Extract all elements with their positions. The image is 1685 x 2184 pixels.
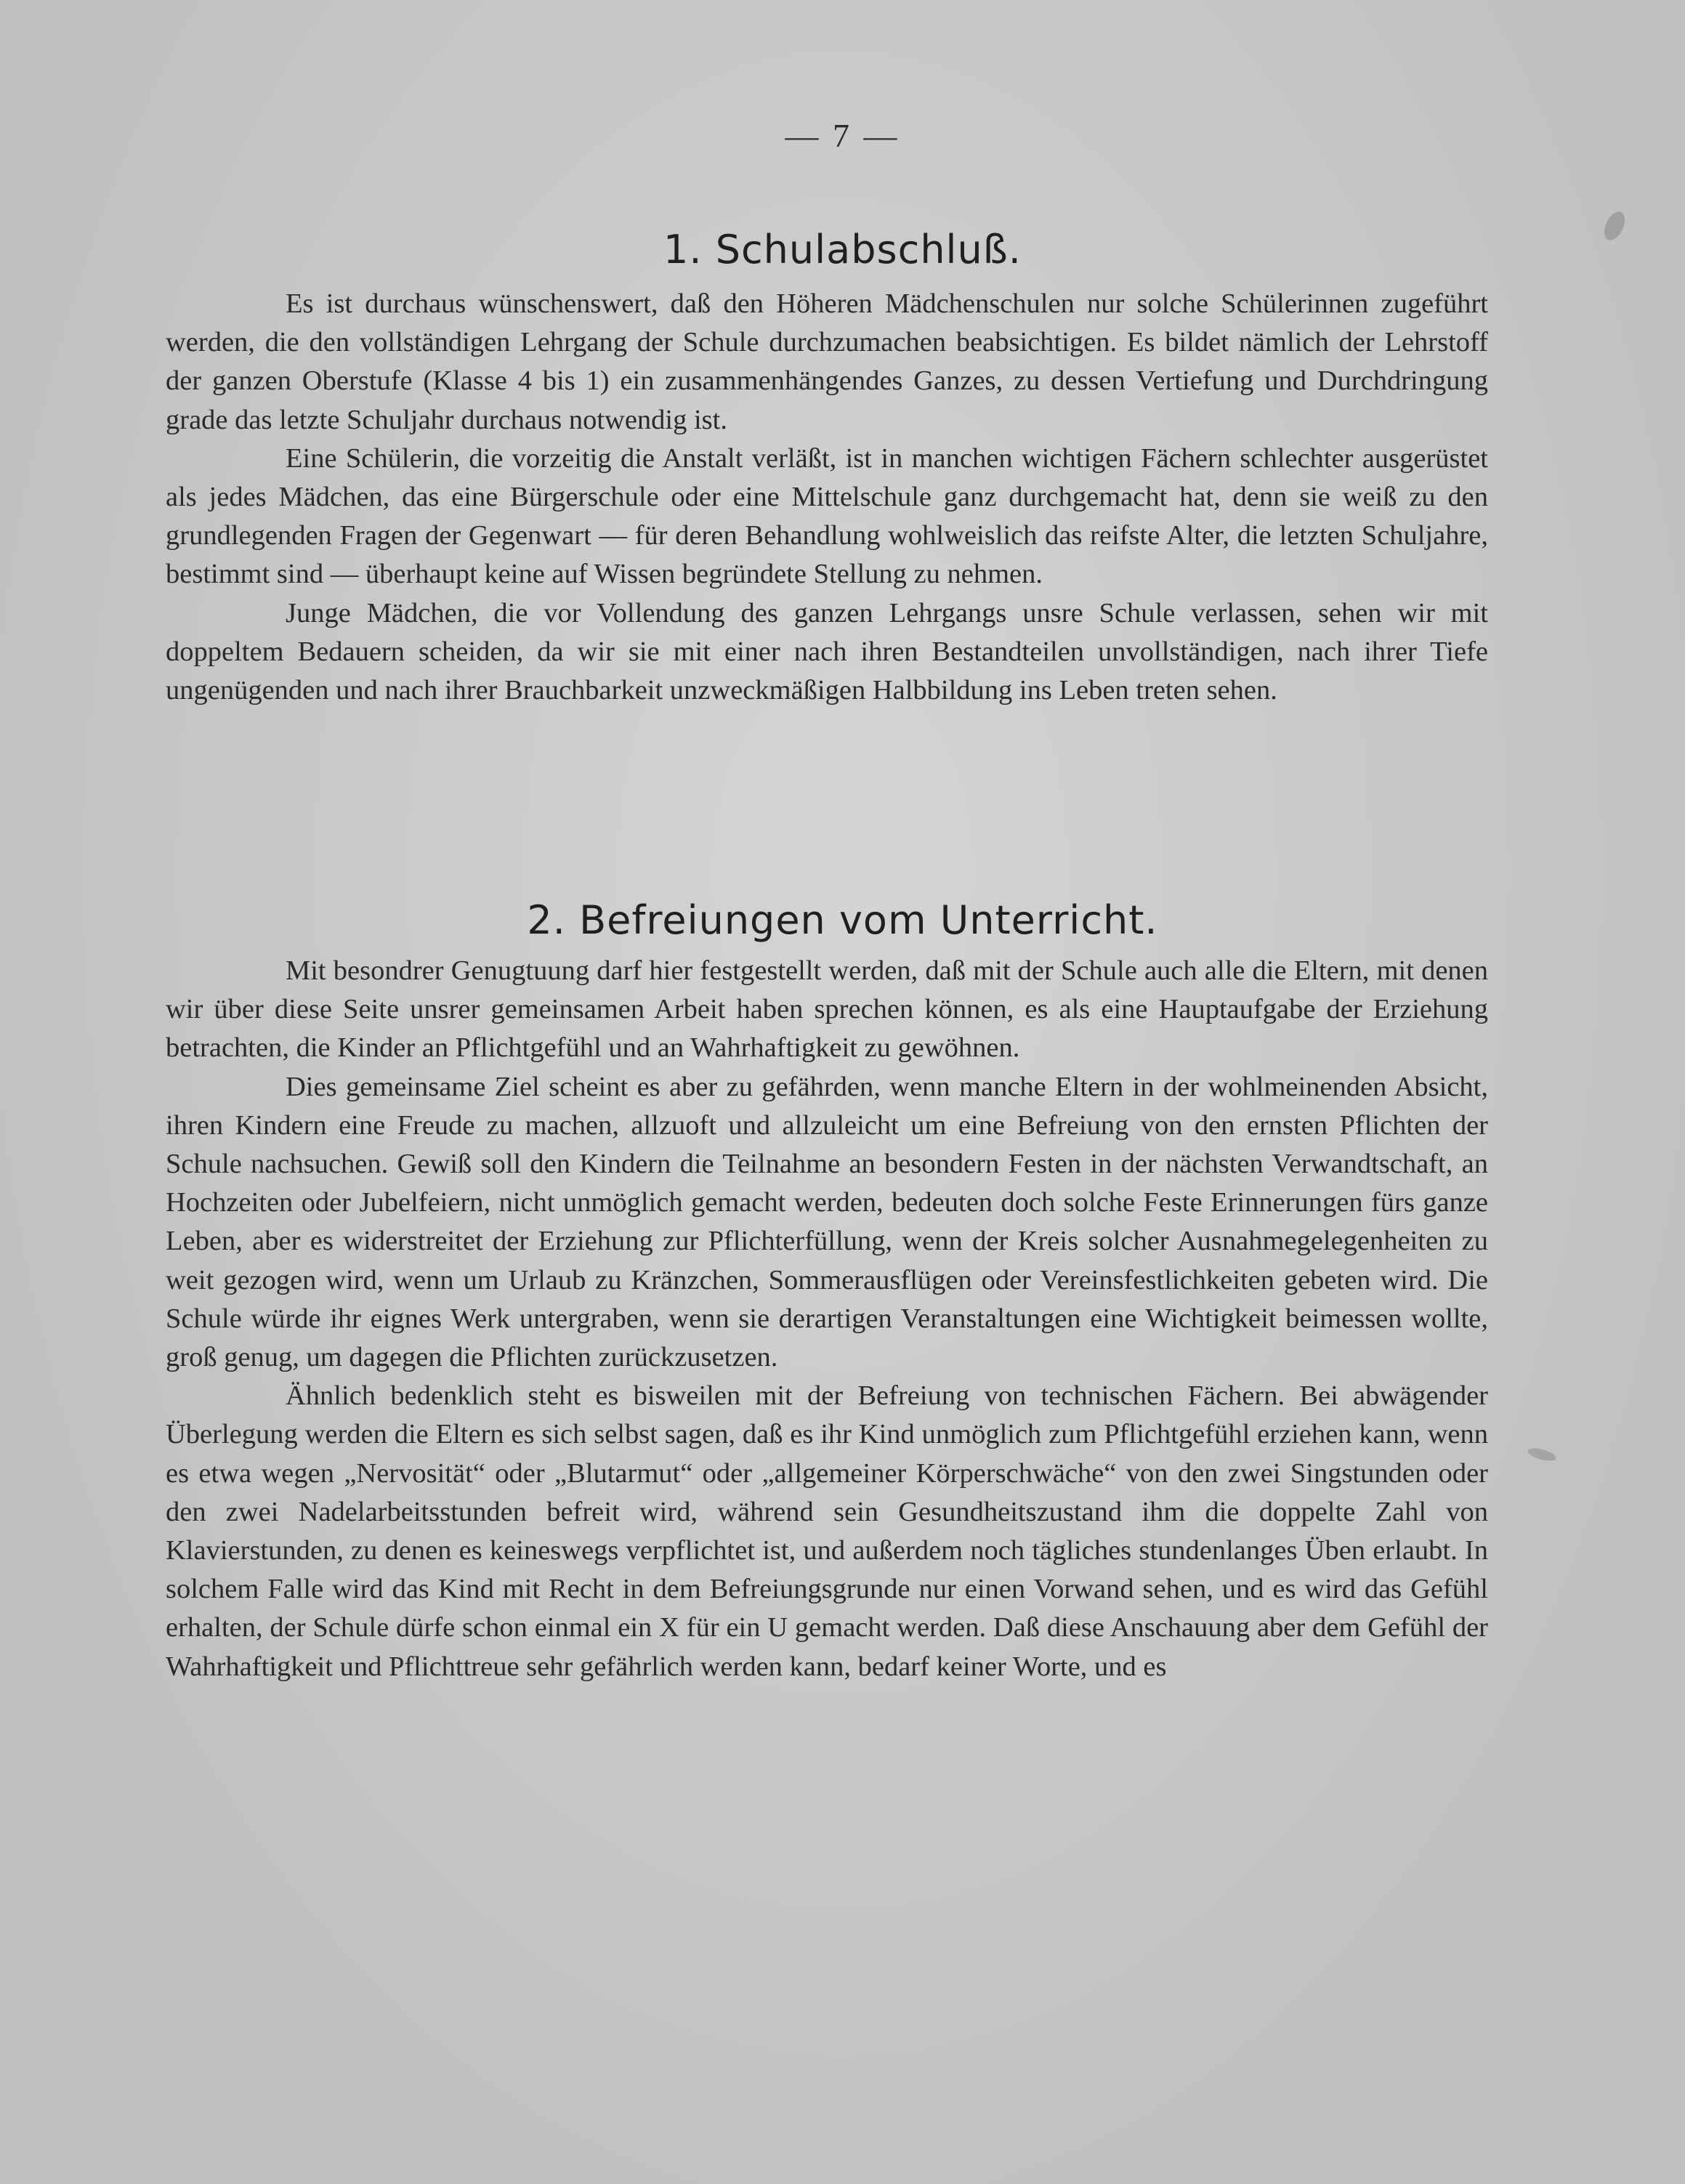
paragraph: Dies gemeinsame Ziel scheint es aber zu gefährden, wenn manche Eltern in der wohlmeinenden Absicht, ihren Kindern eine Freude zu machen, allzuoft und allzuleicht um eine Befreiung von den ernsten Pflichten der Schule nachsuchen. Gewiß soll den Kindern die Teilnahme an besondern Festen in der nächsten Verwandtschaft, an Hochzeiten oder Jubelfeiern, nicht unmöglich gemacht werden, bedeuten doch solche Feste Erinnerungen fürs ganze Leben, aber es widerstreitet der Erziehung zur Pflichterfüllung, wenn der Kreis solcher Ausnahmegelegenheiten zu weit gezogen wird, wenn um Urlaub zu Kränzchen, Sommerausflügen oder Vereinsfestlichkeiten gebeten wird. Die Schule würde ihr eignes Werk untergraben, wenn sie derartigen Veranstaltungen eine Wichtigkeit beimessen wollte, groß genug, um dagegen die Pflichten zurückzusetzen. — [166, 1071, 1488, 1373]
paragraph: Mit besondrer Genugtuung darf hier festgestellt werden, daß mit der Schule auch alle die Eltern, mit denen wir über diese Seite unsrer gemeinsamen Arbeit haben sprechen können, es als eine Hauptaufgabe der Erziehung betrachten, die Kinder an Pflichtgefühl und an Wahrhaftigkeit zu gewöhnen. — [166, 955, 1488, 1064]
paragraph: Ähnlich bedenklich steht es bisweilen mit der Befreiung von technischen Fächern. Bei abwägender Überlegung werden die Eltern es sich selbst sagen, daß es ihr Kind unmöglich zum Pflichtgefühl erziehen kann, wenn es etwa wegen „Nervosität“ oder „Blutarmut“ oder „allgemeiner Körperschwäche“ von den zwei Singstunden oder den zwei Nadelarbeitsstunden befreit wird, während sein Gesundheitszustand ihm die doppelte Zahl von Klavierstunden, zu denen es keineswegs verpflichtet ist, und außerdem noch tägliches stundenlanges Üben erlaubt. In solchem Falle wird das Kind mit Recht in dem Befreiungsgrunde nur einen Vorwand sehen, und es wird das Gefühl erhalten, der Schule dürfe schon einmal ein X für ein U gemacht werden. Daß diese Anschauung aber dem Gefühl der Wahrhaftigkeit und Pflichttreue sehr gefährlich werden kann, bedarf keiner Worte, und es — [166, 1380, 1488, 1682]
section-heading-befreiungen: 2. Befreiungen vom Unterricht. — [527, 897, 1158, 943]
paper-smudge — [1527, 1446, 1557, 1463]
section-heading-schulabschluss: 1. Schulabschluß. — [663, 227, 1022, 272]
paragraph: Eine Schülerin, die vorzeitig die Anstalt verläßt, ist in manchen wichtigen Fächern schlechter ausgerüstet als jedes Mädchen, das eine Bürgerschule oder eine Mittelschule ganz durchgemacht hat, denn sie weiß zu den grundlegenden Fragen der Gegenwart — für deren Behandlung wohlweislich das reifste Alter, die letzten Schuljahre, bestimmt sind — überhaupt keine auf Wissen begründete Stellung zu nehmen. — [166, 442, 1488, 590]
paragraph: Junge Mädchen, die vor Vollendung des ganzen Lehrgangs unsre Schule verlassen, sehen wir mit doppeltem Bedauern scheiden, da wir sie mit einer nach ihren Bestandteilen unvollständigen, nach ihrer Tiefe ungenügenden und nach ihrer Brauchbarkeit unzweckmäßigen Halbbildung ins Leben treten sehen. — [166, 597, 1488, 706]
section-befreiungen — [166, 952, 1488, 1686]
page-number: — 7 — — [785, 117, 900, 154]
paragraph: Es ist durchaus wünschenswert, daß den Höheren Mädchenschulen nur solche Schülerinnen zugeführt werden, die den vollständigen Lehrgang der Schule durchzumachen beabsichtigen. Es bildet nämlich der Lehrstoff der ganzen Oberstufe (Klasse 4 bis 1) ein zusammenhängendes Ganzes, zu dessen Vertiefung und Durchdringung grade das letzte Schuljahr durchaus notwendig ist. — [166, 288, 1488, 435]
section-schulabschluss — [166, 285, 1488, 710]
